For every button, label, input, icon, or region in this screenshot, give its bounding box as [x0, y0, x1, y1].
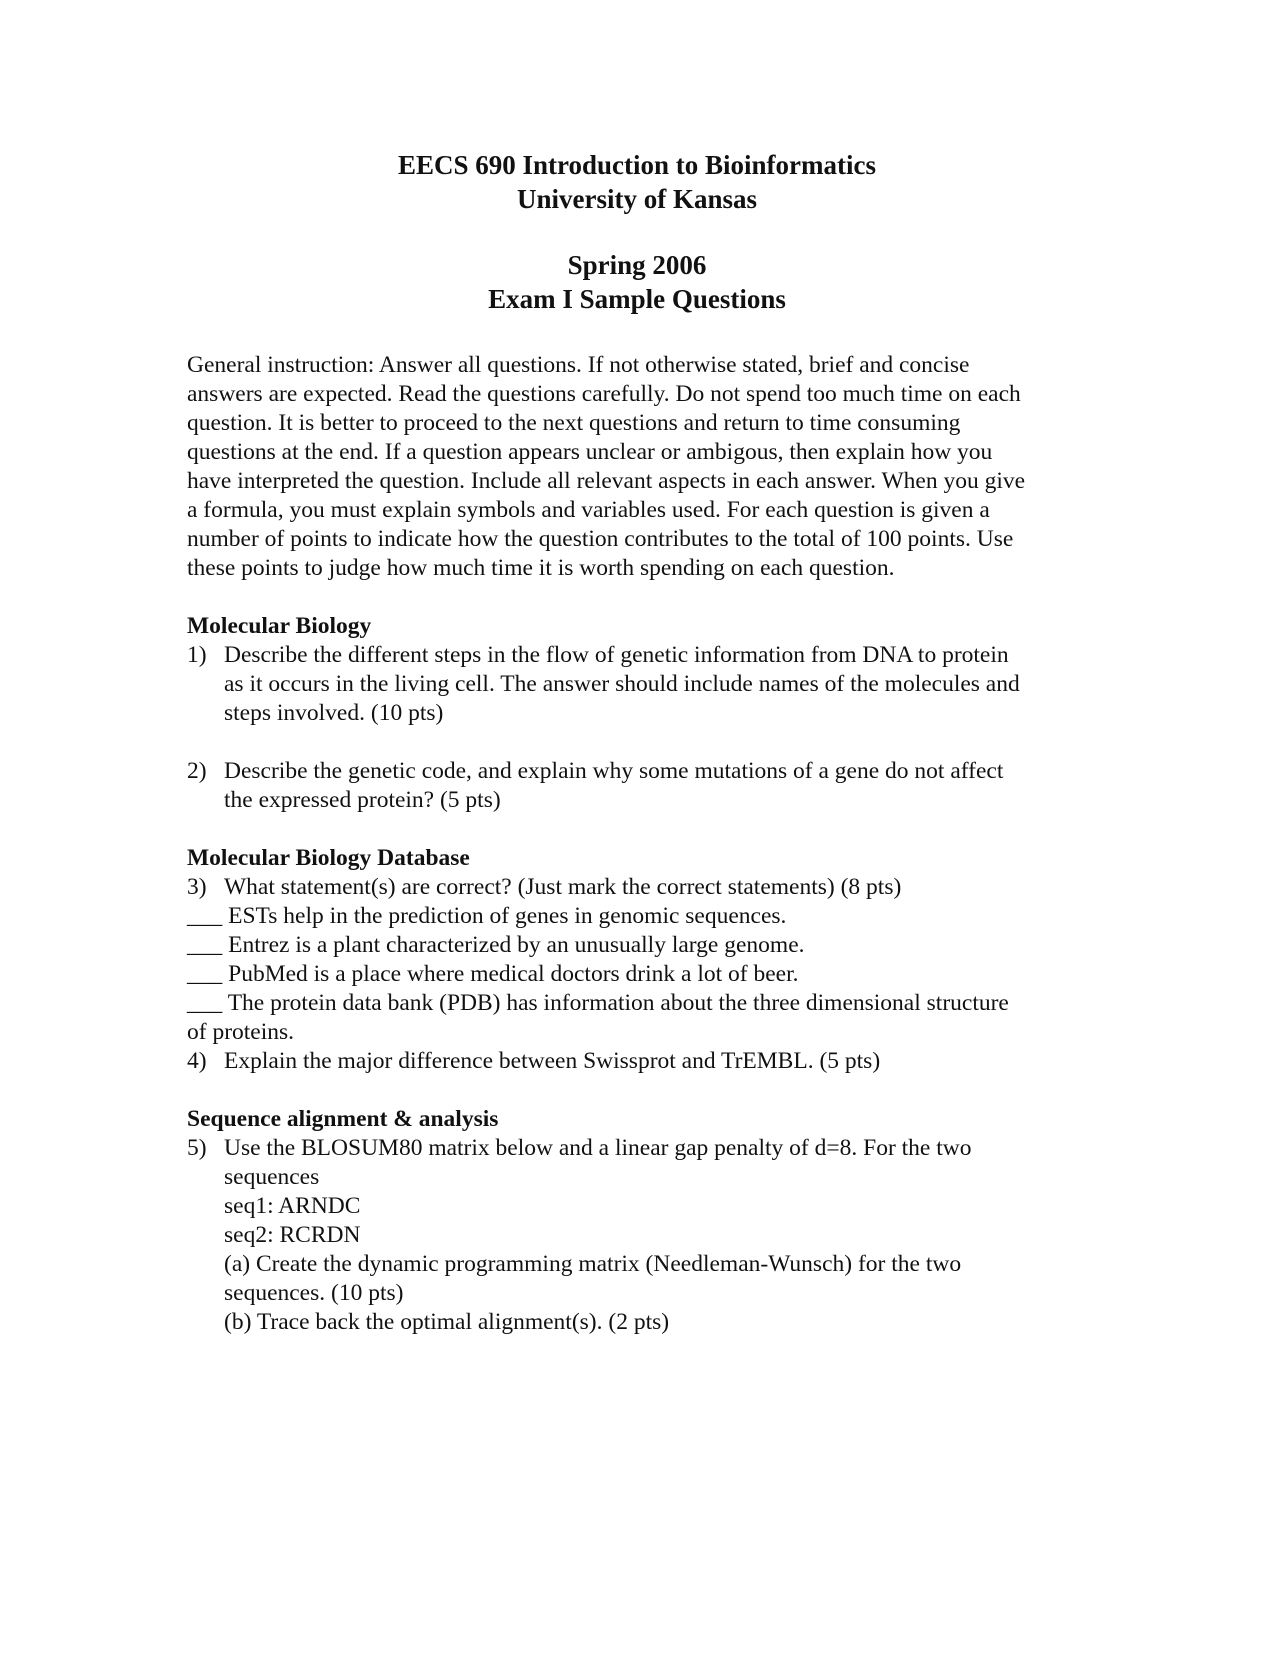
instruction-line: have interpreted the question. Include all relevant aspects in each answer. When you give: [187, 468, 1026, 494]
question-line: sequences: [224, 1164, 320, 1190]
instruction-line: number of points to indicate how the question contributes to the total of 100 points. Use: [187, 526, 1014, 552]
question-text: [224, 641, 1087, 728]
question-number: 4): [187, 1048, 207, 1074]
question-part-b: (b) Trace back the optimal alignment(s). (2 pts): [224, 1309, 670, 1335]
sequence-1: seq1: ARNDC: [224, 1193, 361, 1219]
question-number: 2): [187, 758, 207, 784]
question-text: What statement(s) are correct? (Just mark the correct statements) (8 pts): [224, 874, 902, 900]
instruction-line: these points to judge how much time it is worth spending on each question.: [187, 555, 895, 581]
exam-title: Exam I Sample Questions: [488, 284, 786, 314]
question-part-a: (a) Create the dynamic programming matrix (Needleman-Wunsch) for the two: [224, 1251, 962, 1277]
question-3: [187, 873, 1087, 902]
instruction-line: question. It is better to proceed to the next questions and return to time consuming: [187, 410, 961, 436]
question-number: 5): [187, 1135, 207, 1161]
question-2: [187, 757, 1087, 815]
question-line: Describe the different steps in the flow of genetic information from DNA to protein: [224, 642, 1009, 668]
instruction-line: a formula, you must explain symbols and variables used. For each question is given a: [187, 497, 990, 523]
exam-page: [187, 148, 1087, 1337]
statement-item: ___ Entrez is a plant characterized by an unusually large genome.: [187, 932, 805, 958]
question-line: the expressed protein? (5 pts): [224, 787, 501, 813]
title-block: [187, 148, 1087, 316]
section-heading-molecular-biology-database: Molecular Biology Database: [187, 845, 470, 871]
section-heading-molecular-biology: Molecular Biology: [187, 613, 372, 639]
question-text: Explain the major difference between Swissprot and TrEMBL. (5 pts): [224, 1048, 881, 1074]
question-text: [224, 757, 1087, 815]
course-title: EECS 690 Introduction to Bioinformatics: [397, 150, 877, 180]
statement-item: ___ PubMed is a place where medical doctors drink a lot of beer.: [187, 961, 799, 987]
semester: Spring 2006: [567, 250, 707, 280]
statement-list: [187, 902, 1087, 1047]
instruction-line: answers are expected. Read the questions carefully. Do not spend too much time on each: [187, 381, 1021, 407]
general-instruction: [187, 351, 1087, 583]
instruction-line: questions at the end. If a question appears unclear or ambigous, then explain how you: [187, 439, 993, 465]
question-text: [224, 1134, 1087, 1337]
question-part-a-cont: sequences. (10 pts): [224, 1280, 404, 1306]
question-line: steps involved. (10 pts): [224, 700, 444, 726]
statement-item: ___ ESTs help in the prediction of genes in genomic sequences.: [187, 903, 787, 929]
section-heading-sequence-alignment: Sequence alignment & analysis: [187, 1106, 499, 1132]
instruction-line: General instruction: Answer all questions. If not otherwise stated, brief and concise: [187, 352, 970, 378]
question-line: as it occurs in the living cell. The answer should include names of the molecules and: [224, 671, 1020, 697]
question-number: 3): [187, 874, 207, 900]
statement-item: of proteins.: [187, 1019, 295, 1045]
question-4: [187, 1047, 1087, 1076]
question-line: Use the BLOSUM80 matrix below and a linear gap penalty of d=8. For the two: [224, 1135, 972, 1161]
question-line: Describe the genetic code, and explain why some mutations of a gene do not affect: [224, 758, 1004, 784]
statement-item: ___ The protein data bank (PDB) has information about the three dimensional structure: [187, 990, 1009, 1016]
university-name: University of Kansas: [516, 184, 757, 214]
question-number: 1): [187, 642, 207, 668]
question-1: [187, 641, 1087, 728]
sequence-2: seq2: RCRDN: [224, 1222, 361, 1248]
question-5: [187, 1134, 1087, 1337]
